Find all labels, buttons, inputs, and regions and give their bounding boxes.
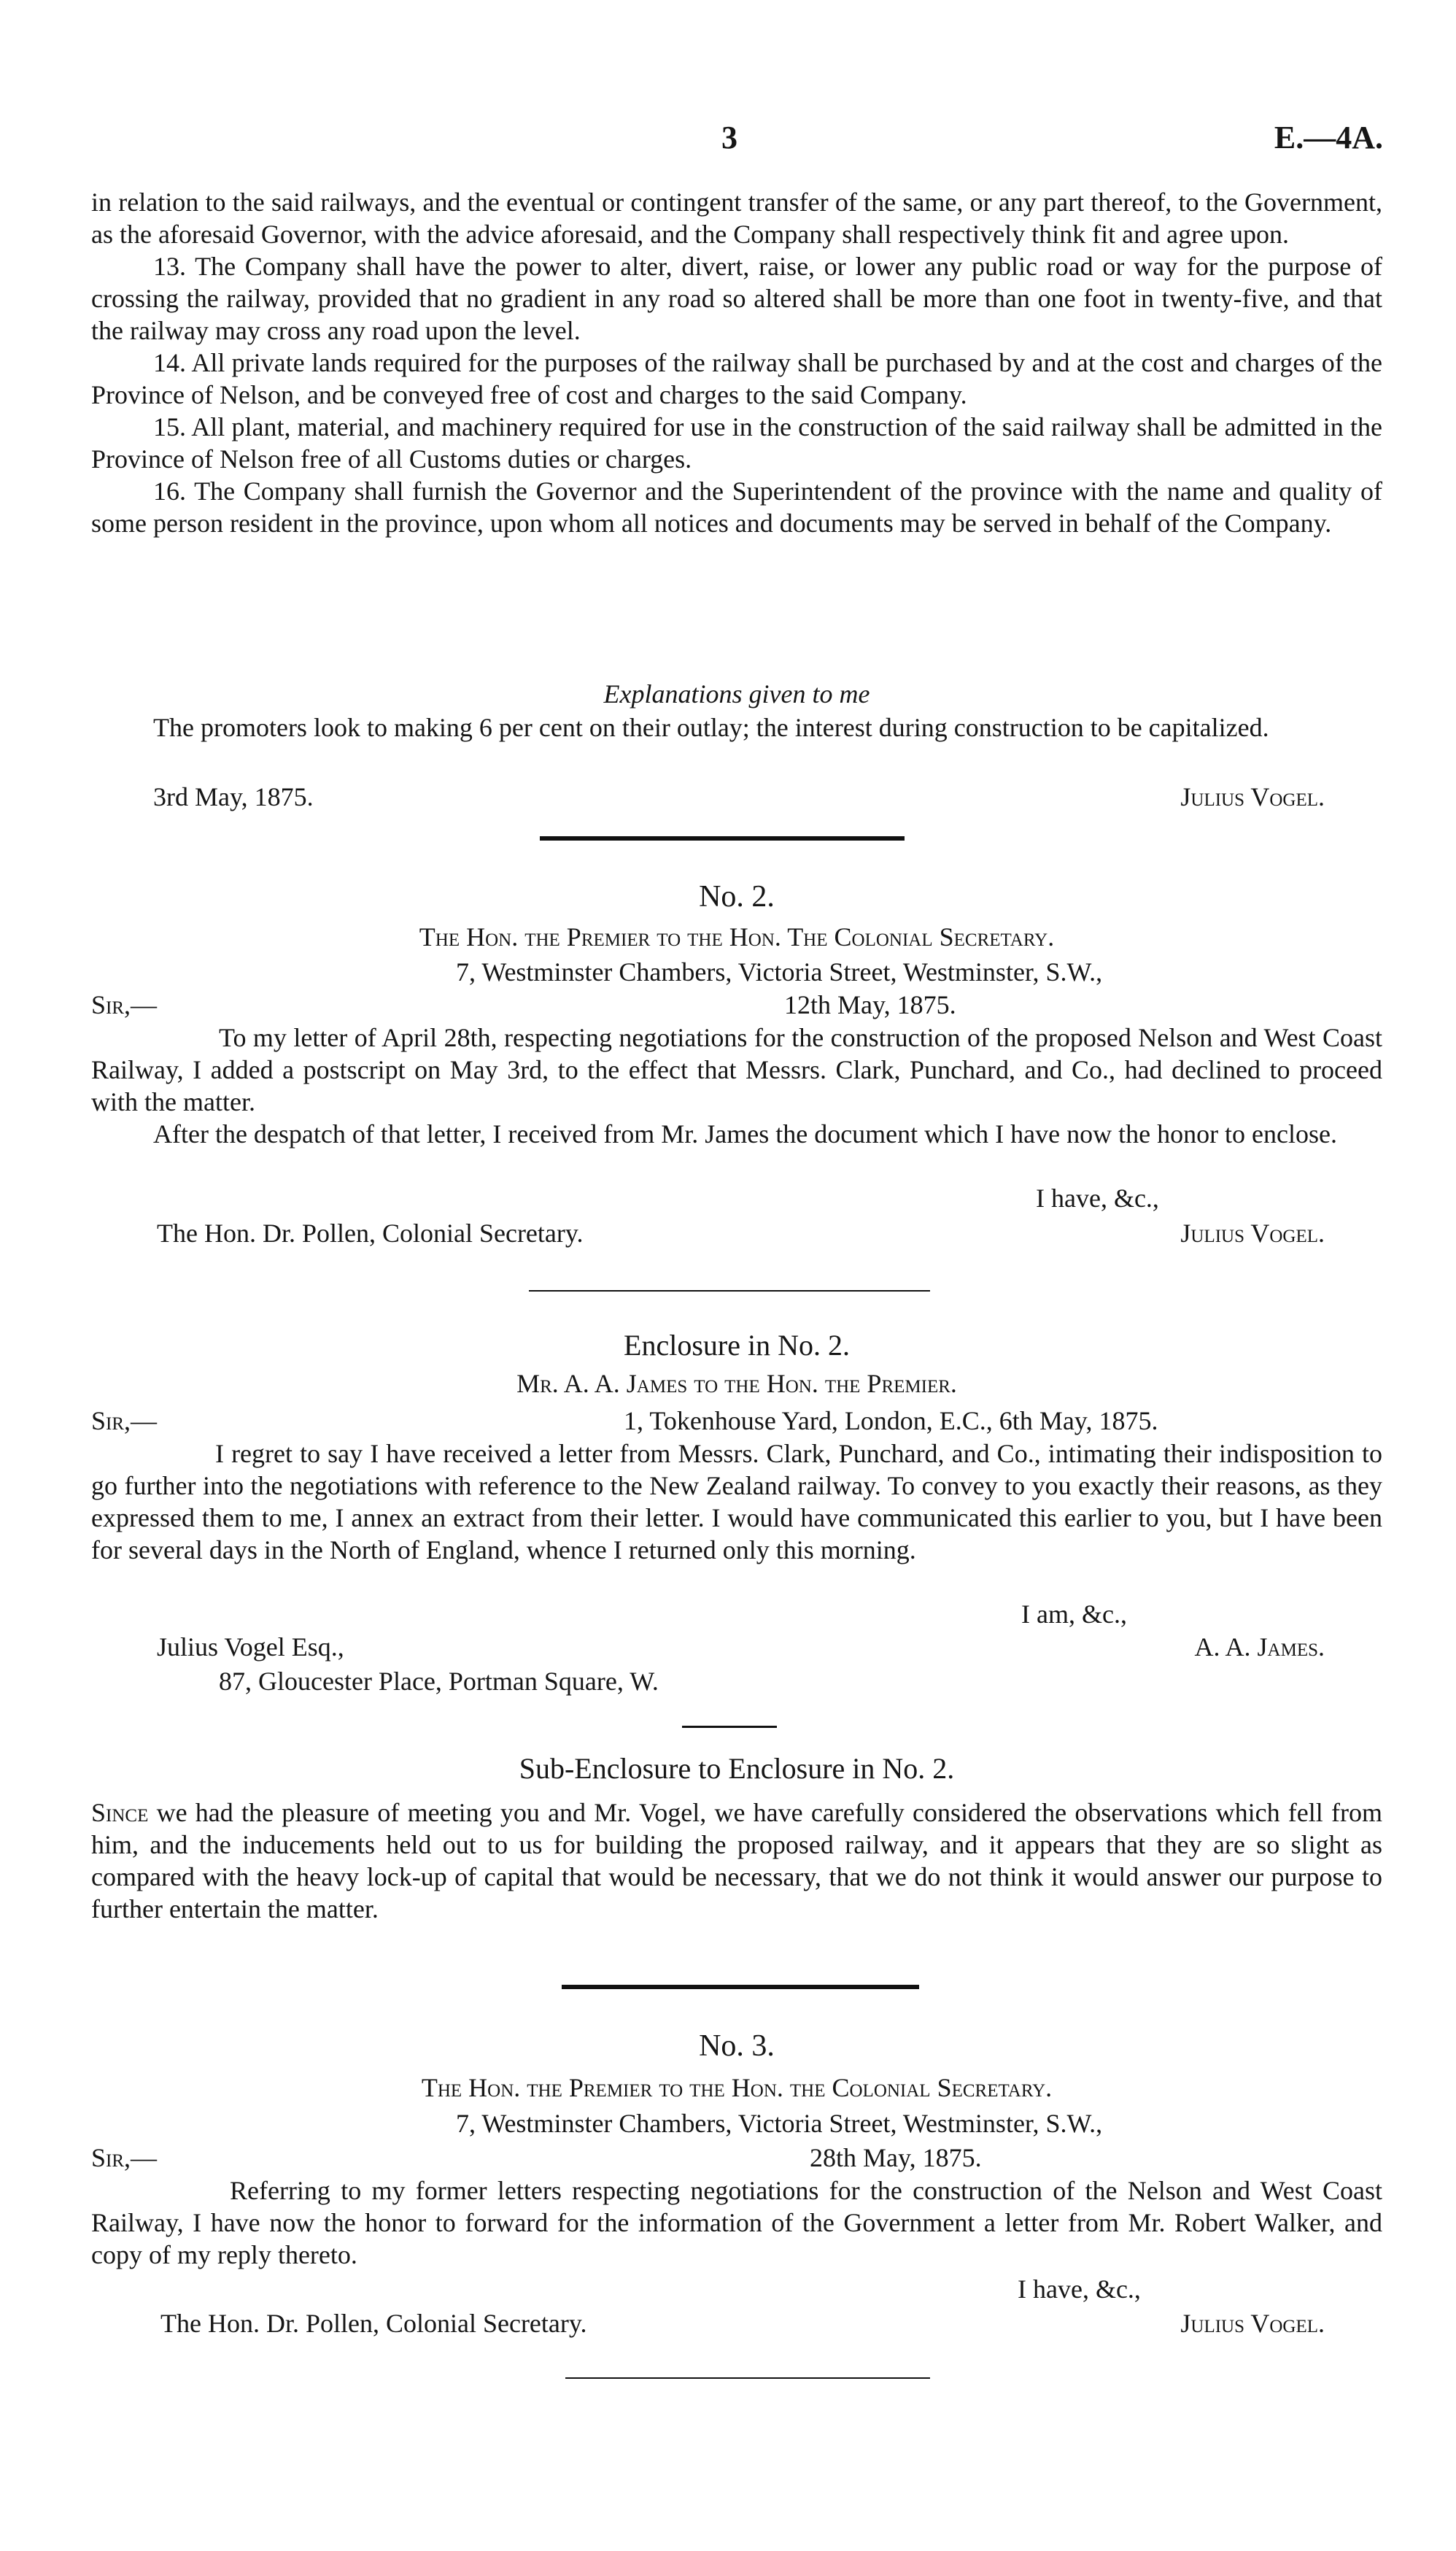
no2-paragraph-1: To my letter of April 28th, respecting negotiations for the construction of the proposed Nelson and West Coast Railway, I added a postscript on May 3rd, to the effect that Messrs. Clark, Punchard, and Co., had declined to proceed with the matter. <box>91 1023 1382 1116</box>
no3-signature: Julius Vogel. <box>1180 2309 1325 2338</box>
explanations-text: The promoters look to making 6 per cent on their outlay; the interest during construction to be capitalized. <box>153 713 1269 742</box>
enclosure-signature: A. A. James. <box>1194 1632 1325 1662</box>
enclosure-addressee-name: Julius Vogel Esq., <box>157 1632 344 1662</box>
clause-13: 13. The Company shall have the power to alter, divert, raise, or lower any public road or way for the purpose of crossing the railway, provided that no gradient in any road so altered shall be more than one foot in twenty-five, and that the railway may cross any road upon the level. <box>91 252 1382 345</box>
section-divider <box>562 1985 919 1989</box>
document-code: E.—4A. <box>1274 120 1383 155</box>
sub-enclosure-heading: Sub-Enclosure to Enclosure in No. 2. <box>519 1752 955 1785</box>
explanations-date: 3rd May, 1875. <box>153 782 314 811</box>
section-divider <box>540 836 905 841</box>
explanations-heading: Explanations given to me <box>603 679 870 709</box>
section-divider <box>682 1726 777 1728</box>
no2-date: 12th May, 1875. <box>784 990 956 1019</box>
no3-subheading: The Hon. the Premier to the Hon. the Colonial Secretary. <box>421 2073 1053 2102</box>
no2-salutation: Sir,— <box>91 990 158 1019</box>
no2-addressee: The Hon. Dr. Pollen, Colonial Secretary. <box>157 1219 584 1248</box>
enclosure-salutation: Sir,— <box>91 1406 158 1435</box>
no2-body <box>91 1022 1382 1150</box>
clause-14: 14. All private lands required for the purposes of the railway shall be purchased by and at the cost and charges of the Province of Nelson, and be conveyed free of cost and charges to the said Company. <box>91 348 1382 409</box>
clause-15: 15. All plant, material, and machinery required for use in the construction of the said railway shall be admitted in the Province of Nelson free of all Customs duties or charges. <box>91 412 1382 474</box>
enclosure-heading: Enclosure in No. 2. <box>624 1329 850 1362</box>
no2-subheading: The Hon. the Premier to the Hon. The Colonial Secretary. <box>419 922 1055 952</box>
sub-enclosure-body <box>91 1796 1382 1925</box>
no3-address: 7, Westminster Chambers, Victoria Street, Westminster, S.W., <box>456 2109 1103 2138</box>
page-number: 3 <box>721 120 737 155</box>
enclosure-address-date: 1, Tokenhouse Yard, London, E.C., 6th May, 1875. <box>624 1406 1158 1435</box>
section-divider <box>565 2377 930 2379</box>
no2-signature: Julius Vogel. <box>1180 1219 1325 1248</box>
enclosure-paragraph: I regret to say I have received a letter from Messrs. Clark, Punchard, and Co., intimating their indisposition to go further into the negotiations with reference to the New Zealand railway. To convey to you exactly their reasons, as they expressed them to me, I annex an extract from their letter. I would have communicated this earlier to you, but I have been for several days in the North of England, whence I returned only this morning. <box>91 1439 1382 1564</box>
no3-salutation: Sir,— <box>91 2143 158 2172</box>
clauses-block <box>91 186 1382 539</box>
no3-date: 28th May, 1875. <box>810 2143 982 2172</box>
intro-continuation: in relation to the said railways, and the eventual or contingent transfer of the same, or any part thereof, to the Government, as the aforesaid Governor, with the advice aforesaid, and the Company shall respectively think fit and agree upon. <box>91 188 1382 249</box>
section-divider <box>529 1290 930 1292</box>
no2-heading: No. 2. <box>699 880 775 914</box>
clause-16: 16. The Company shall furnish the Governor and the Superintendent of the province with the name and quality of some person resident in the province, upon whom all notices and documents may be served in behalf of the Company. <box>91 476 1382 538</box>
enclosure-subheading: Mr. A. A. James to the Hon. the Premier. <box>516 1369 957 1398</box>
no3-closing: I have, &c., <box>1018 2274 1141 2304</box>
no2-closing: I have, &c., <box>1036 1184 1159 1213</box>
sub-enclosure-lead: Since <box>91 1798 149 1827</box>
no2-paragraph-2: After the despatch of that letter, I received from Mr. James the document which I have now the honor to enclose. <box>153 1119 1338 1149</box>
no3-heading: No. 3. <box>699 2029 775 2063</box>
no2-address: 7, Westminster Chambers, Victoria Street, Westminster, S.W., <box>456 957 1103 987</box>
explanations-signature: Julius Vogel. <box>1180 782 1325 811</box>
sub-enclosure-text: we had the pleasure of meeting you and Mr. Vogel, we have carefully considered the observations which fell from him, and the inducements held out to us for building the proposed railway, and it appears that they are so slight as compared with the heavy lock-up of capital that would be necessary, that we do not think it would answer our purpose to further entertain the matter. <box>91 1798 1382 1923</box>
enclosure-closing: I am, &c., <box>1021 1599 1127 1629</box>
enclosure-addressee-address: 87, Gloucester Place, Portman Square, W. <box>219 1667 659 1696</box>
no3-addressee: The Hon. Dr. Pollen, Colonial Secretary. <box>160 2309 587 2338</box>
no3-paragraph: Referring to my former letters respecting negotiations for the construction of the Nelson and West Coast Railway, I have now the honor to forward for the information of the Government a letter from Mr. Robert Walker, and copy of my reply thereto. <box>91 2176 1382 2269</box>
